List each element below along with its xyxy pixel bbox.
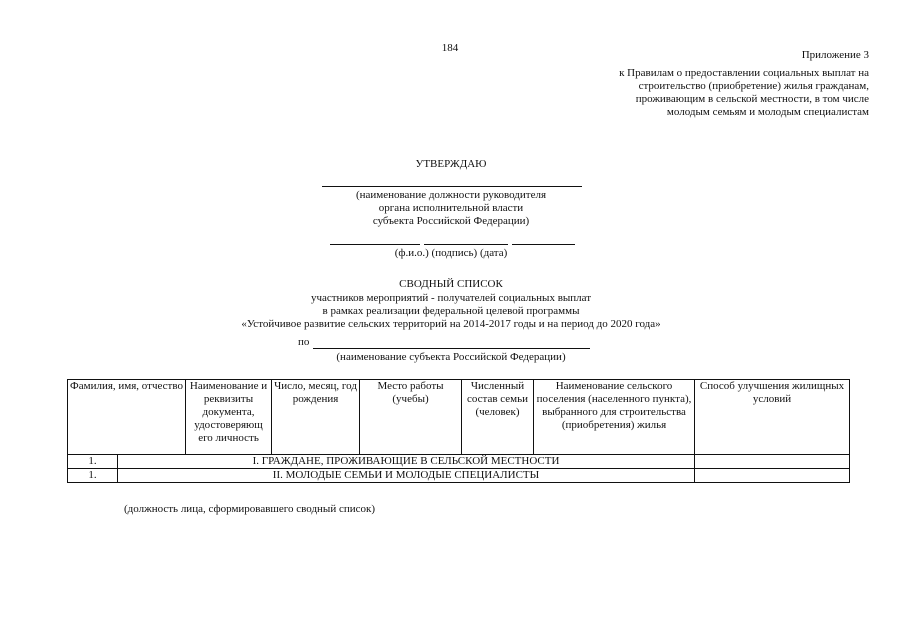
summary-title: СВОДНЫЙ СПИСОК <box>399 278 503 290</box>
row-number: 1. <box>68 455 118 469</box>
approval-caption-line: органа исполнительной власти <box>378 202 524 214</box>
summary-line: в рамках реализации федеральной целевой программы <box>322 305 580 317</box>
header-settlement: Наименование сельского поселения (населенного пункта), выбранного для строительства (приобретения) жилья <box>534 380 695 455</box>
summary-table <box>67 379 850 483</box>
summary-text <box>150 292 752 331</box>
summary-line: «Устойчивое развитие сельских территорий на 2014-2017 годы и на период до 2020 года» <box>241 318 661 330</box>
section-title: II. МОЛОДЫЕ СЕМЬИ И МОЛОДЫЕ СПЕЦИАЛИСТЫ <box>118 469 695 483</box>
appendix-text <box>520 67 869 119</box>
appendix-line: молодым семьям и молодым специалистам <box>666 106 869 118</box>
footer-caption: (должность лица, сформировавшего сводный список) <box>124 503 375 515</box>
header-birth-date: Число, месяц, год рождения <box>272 380 360 455</box>
signature-caption: (ф.и.о.) (подпись) (дата) <box>394 247 508 259</box>
header-family-size: Численный состав семьи (человек) <box>462 380 534 455</box>
row-number: 1. <box>68 469 118 483</box>
signature-line <box>424 244 508 245</box>
appendix-line: строительство (приобретение) жилья гражданам, <box>638 80 869 92</box>
approval-caption-line: (наименование должности руководителя <box>355 189 547 201</box>
page-number: 184 <box>441 42 459 54</box>
approval-caption-line: субъекта Российской Федерации) <box>372 215 530 227</box>
approval-heading: УТВЕРЖДАЮ <box>415 158 487 170</box>
position-signature-line <box>322 186 582 187</box>
header-workplace: Место работы (учебы) <box>360 380 462 455</box>
appendix-line: к Правилам о предоставлении социальных выплат на <box>619 67 869 79</box>
table-row <box>68 455 850 469</box>
table-row <box>68 469 850 483</box>
table-header-row <box>68 380 850 455</box>
appendix-line: проживающим в сельской местности, в том числе <box>635 93 869 105</box>
fio-line <box>330 244 420 245</box>
approval-caption <box>300 189 602 228</box>
date-line <box>512 244 575 245</box>
header-identity-document: Наименование и реквизиты документа, удостоверяющ его личность <box>186 380 272 455</box>
appendix-title: Приложение 3 <box>801 49 869 61</box>
section-title: I. ГРАЖДАНЕ, ПРОЖИВАЮЩИЕ В СЕЛЬСКОЙ МЕСТНОСТИ <box>118 455 695 469</box>
summary-line: участников мероприятий - получателей социальных выплат <box>310 292 592 304</box>
po-label: по <box>298 336 310 348</box>
region-line <box>313 348 590 349</box>
row-empty-cell <box>695 455 850 469</box>
region-caption: (наименование субъекта Российской Федерации) <box>336 351 566 363</box>
header-housing-method: Способ улучшения жилищных условий <box>695 380 850 455</box>
row-empty-cell <box>695 469 850 483</box>
header-full-name: Фамилия, имя, отчество <box>68 380 186 455</box>
